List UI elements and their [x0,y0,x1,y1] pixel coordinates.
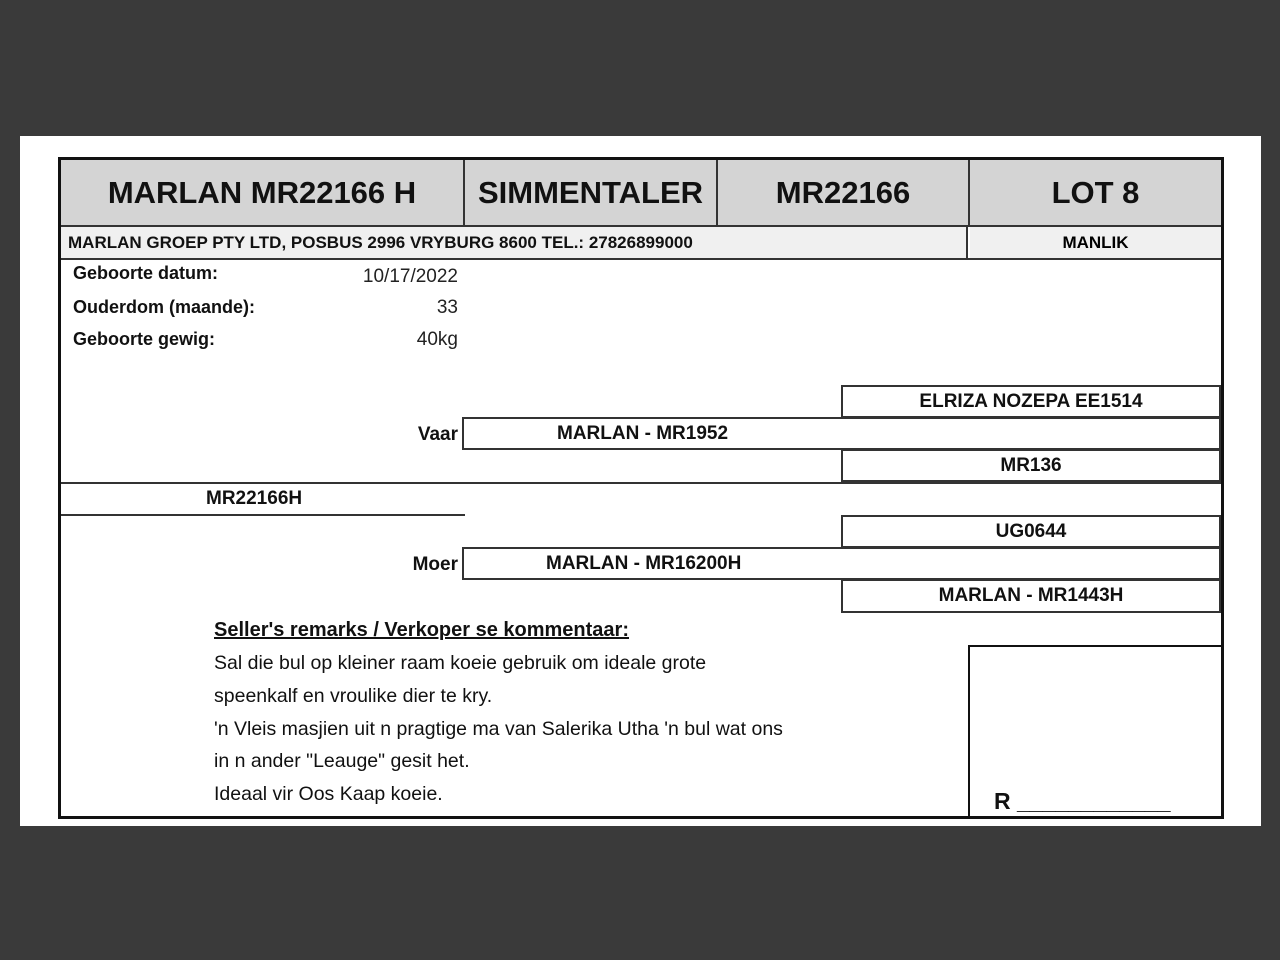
dam-sire-box: UG0644 [841,515,1221,548]
birth-weight-value: 40kg [416,329,458,350]
remark-line: in n ander "Leauge" gesit het. [214,750,470,772]
animal-id-pedigree: MR22166H [206,488,303,509]
animal-id: MR22166 [718,160,970,225]
dam-dam-box: MARLAN - MR1443H [841,579,1221,613]
age-value: 33 [436,297,458,318]
owner-divider [61,258,1221,260]
animal-bottom-line [61,514,465,516]
sex: MANLIK [970,227,1221,258]
price-box[interactable] [968,645,1224,819]
owner-info: MARLAN GROEP PTY LTD, POSBUS 2996 VRYBURG 8600 TEL.: 27826899000 [61,227,968,258]
birth-weight-label: Geboorte gewig: [73,329,216,349]
dam-box: MARLAN - MR16200H [462,547,1221,580]
remark-line: Sal die bul op kleiner raam koeie gebruik om ideale grote [214,652,707,674]
dam-label: Moer [412,554,458,575]
middle-divider-line [465,482,1221,484]
age-label: Ouderdom (maande): [73,297,256,317]
sire-dam-box: MR136 [841,449,1221,482]
birth-date-value: 10/17/2022 [362,266,458,287]
lot-number: LOT 8 [970,160,1221,225]
remark-line: Ideaal vir Oos Kaap koeie. [214,783,443,805]
price-field: R ____________ [994,788,1171,814]
sire-label: Vaar [417,424,458,445]
remark-line: 'n Vleis masjien uit n pragtige ma van Salerika Utha 'n bul wat ons [214,718,783,740]
breed: SIMMENTALER [465,160,718,225]
remark-line: speenkalf en vroulike dier te kry. [214,685,493,707]
birth-date-label: Geboorte datum: [73,263,219,283]
animal-top-line [61,482,465,484]
sire-box: MARLAN - MR1952 [462,417,1221,450]
remarks-title: Seller's remarks / Verkoper se kommentaar: [214,619,629,641]
lot-card [58,157,1224,819]
animal-name: MARLAN MR22166 H [61,160,465,225]
sire-sire-box: ELRIZA NOZEPA EE1514 [841,385,1221,418]
